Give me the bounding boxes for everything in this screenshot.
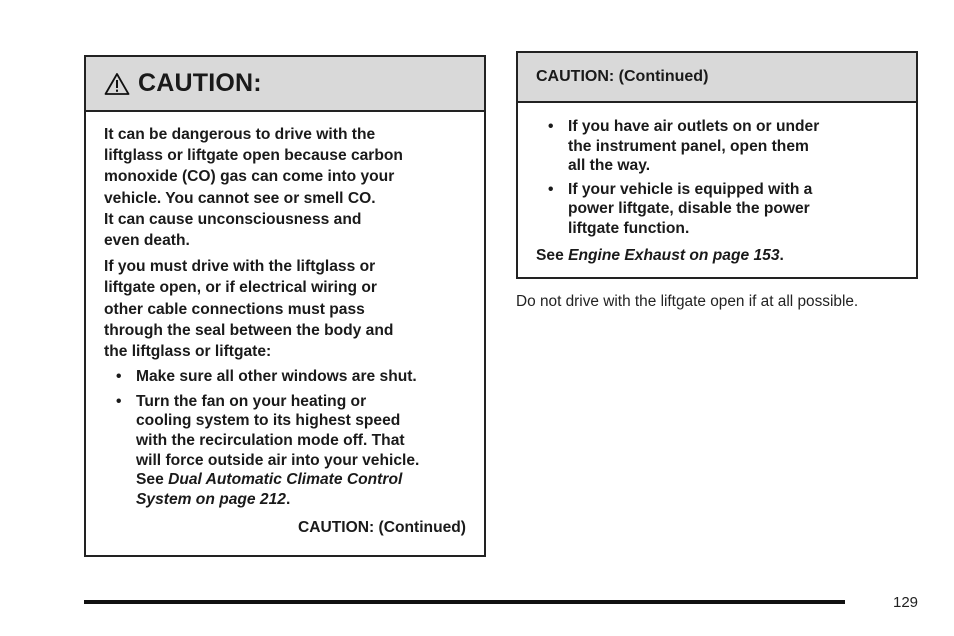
caution-title: CAUTION: (138, 69, 262, 97)
conditions-paragraph: If you must drive with the liftglass or liftgate open, or if electrical wiring or other cable connections must pass through the seal between the body and the liftglass or liftgate: (104, 258, 394, 361)
liftgate-note: Do not drive with the liftgate open if at all possible. (516, 293, 859, 310)
caution-header (86, 57, 484, 112)
engine-exhaust-reference[interactable]: Engine Exhaust on page 153 (568, 246, 780, 264)
climate-control-reference[interactable]: Dual Automatic Climate Control (168, 471, 403, 489)
page-number: 129 (893, 594, 919, 611)
danger-paragraph: It can be dangerous to drive with the liftglass or liftgate open because carbon monoxide (CO) gas can come into your vehicle. You cannot see or smell CO. It can cause unconsciousness and even death. (104, 126, 403, 250)
continued-bullet-list (536, 117, 898, 239)
see-reference-line: See Engine Exhaust on page 153. (536, 246, 784, 264)
list-item: • Turn the fan on your heating or cooling system to its highest speed with the recirculation mode off. That will force outside air into your vehicle. See Dual Automatic Climate Control System on page 212. (104, 392, 466, 510)
caution-continued-box (516, 51, 918, 279)
list-item: • Make sure all other windows are shut. (104, 367, 466, 387)
caution-box (84, 55, 486, 557)
continued-label: CAUTION: (Continued) (297, 519, 466, 537)
caution-continued-header (518, 53, 916, 103)
climate-control-reference-page[interactable]: System on page 212 (136, 490, 286, 508)
caution-continued-title: CAUTION: (Continued) (536, 68, 709, 85)
warning-triangle-icon (104, 72, 130, 96)
list-item: • If you have air outlets on or under the instrument panel, open them all the way. (536, 117, 898, 176)
caution-bullet-list (104, 367, 466, 509)
caution-continued-content (518, 103, 916, 266)
footer-divider (84, 600, 845, 604)
list-item: • If your vehicle is equipped with a power liftgate, disable the power liftgate function. (536, 180, 898, 239)
caution-content (86, 112, 484, 539)
